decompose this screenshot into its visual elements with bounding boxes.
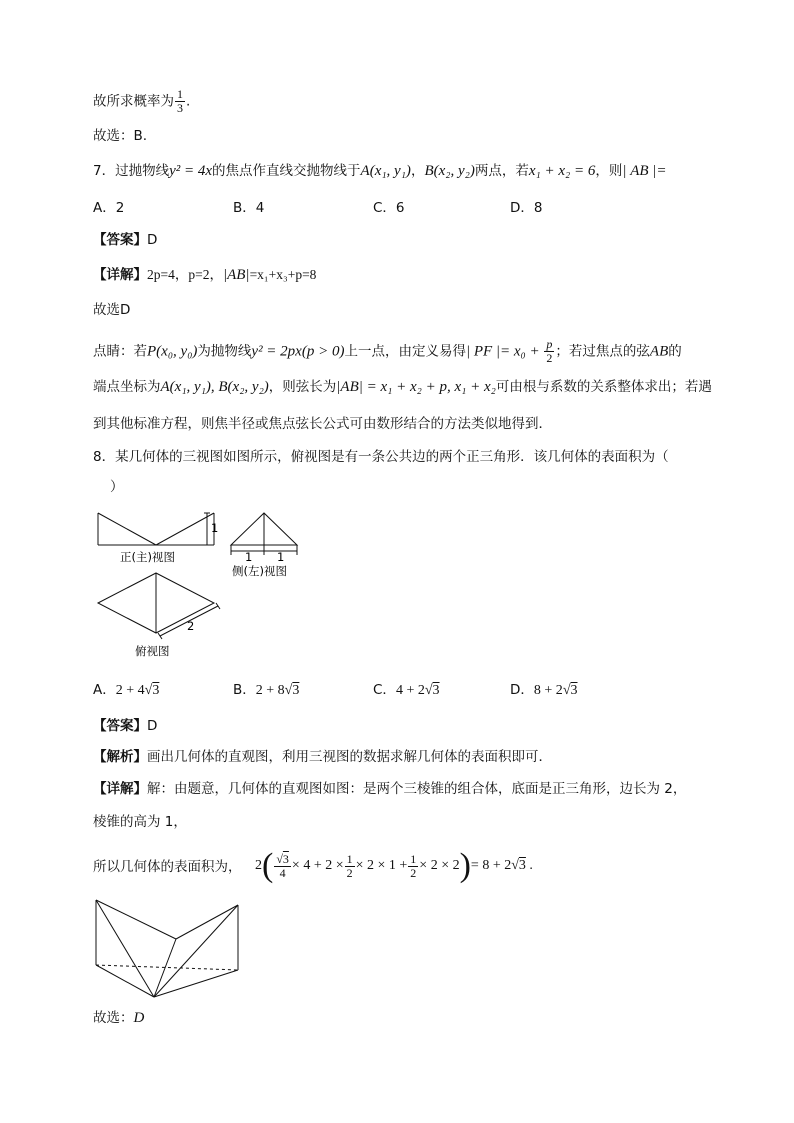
q7-note-line1: 点睛：若P(x₀, y₀)为抛物线y² = 2px(p > 0)上一点，由定义易得| PF |= x₀ + $\frac{p}{2}$ ；若过焦点的弦AB的 bbox=[93, 337, 682, 365]
area-formula: 2 ( $\frac{√3}{4}$ × 4 + 2 × $\frac{1}{2}$ × 2 × 1 + $\frac{1}{2}$ × 2 × 2 ) = 8 + 2√3 . bbox=[255, 847, 533, 884]
q8-area-line: 所以几何体的表面积为， bbox=[93, 859, 242, 875]
side-dim-left: 1 bbox=[245, 550, 253, 564]
prev-prob-text: 故所求概率为 bbox=[93, 93, 174, 110]
q8-option-c: C．4 + 2√3 bbox=[373, 682, 440, 698]
q8-choice: 故选：D bbox=[93, 1010, 145, 1026]
q7-option-b: B．4 bbox=[233, 200, 265, 216]
q8-option-d: D．8 + 2√3 bbox=[510, 682, 578, 698]
prob-fraction: $\frac{1}{3}$ bbox=[177, 87, 183, 115]
q7-answer: 【答案】D bbox=[93, 232, 158, 248]
three-view-figure bbox=[90, 505, 320, 665]
prev-prob-line: 故所求概率为 $\frac{1}{3}$ . bbox=[93, 87, 191, 115]
front-view bbox=[98, 513, 214, 545]
q7-option-d: D．8 bbox=[510, 200, 543, 216]
top-view-label: 俯视图 bbox=[135, 644, 170, 658]
top-dim-label: 2 bbox=[187, 619, 195, 633]
q8-answer: 【答案】D bbox=[93, 718, 158, 734]
q8-option-b: B．2 + 8√3 bbox=[233, 682, 300, 698]
q7-option-a: A．2 bbox=[93, 200, 125, 216]
top-view bbox=[98, 573, 220, 639]
side-view bbox=[231, 513, 297, 555]
q8-analysis: 【解析】画出几何体的直观图，利用三视图的数据求解几何体的表面积即可． bbox=[93, 749, 552, 765]
p-over-2-fraction: $\frac{p}{2}$ bbox=[546, 337, 553, 365]
q7-detail: 【详解】2p=4，p=2，|AB|=x₁+x₃+p=8 bbox=[93, 267, 317, 283]
side-dim-right: 1 bbox=[277, 550, 285, 564]
solid-figure bbox=[90, 895, 250, 1005]
q7-note-line3: 到其他标准方程，则焦半径或焦点弦长公式可由数形结合的方法类似地得到． bbox=[93, 416, 552, 432]
q8-stem-end: ） bbox=[110, 479, 124, 495]
side-view-label: 侧(左)视图 bbox=[232, 564, 287, 578]
q8-option-a: A．2 + 4√3 bbox=[93, 682, 160, 698]
q7-choice: 故选D bbox=[93, 302, 131, 318]
q7-option-c: C．6 bbox=[373, 200, 405, 216]
front-dim-label: 1 bbox=[211, 521, 219, 535]
q7-stem: 7．过抛物线y² = 4x的焦点作直线交抛物线于A(x₁, y₁)，B(x₂, y₂)两点，若x₁ + x₂ = 6，则| AB |= bbox=[93, 163, 667, 179]
q8-detail-line1: 【详解】解：由题意，几何体的直观图如图：是两个三棱锥的组合体，底面是正三角形，边长为 2， bbox=[93, 781, 687, 797]
prev-choice: 故选：B. bbox=[93, 128, 148, 144]
q8-stem: 8．某几何体的三视图如图所示，俯视图是有一条公共边的两个正三角形．该几何体的表面积为（ bbox=[93, 449, 669, 465]
q8-detail-line2: 棱锥的高为 1， bbox=[93, 814, 187, 830]
front-view-label: 正(主)视图 bbox=[120, 550, 175, 564]
q7-note-line2: 端点坐标为A(x₁, y₁), B(x₂, y₂)，则弦长为|AB| = x₁ + x₂ + p, x₁ + x₂可由根与系数的关系整体求出；若遇 bbox=[93, 379, 712, 395]
